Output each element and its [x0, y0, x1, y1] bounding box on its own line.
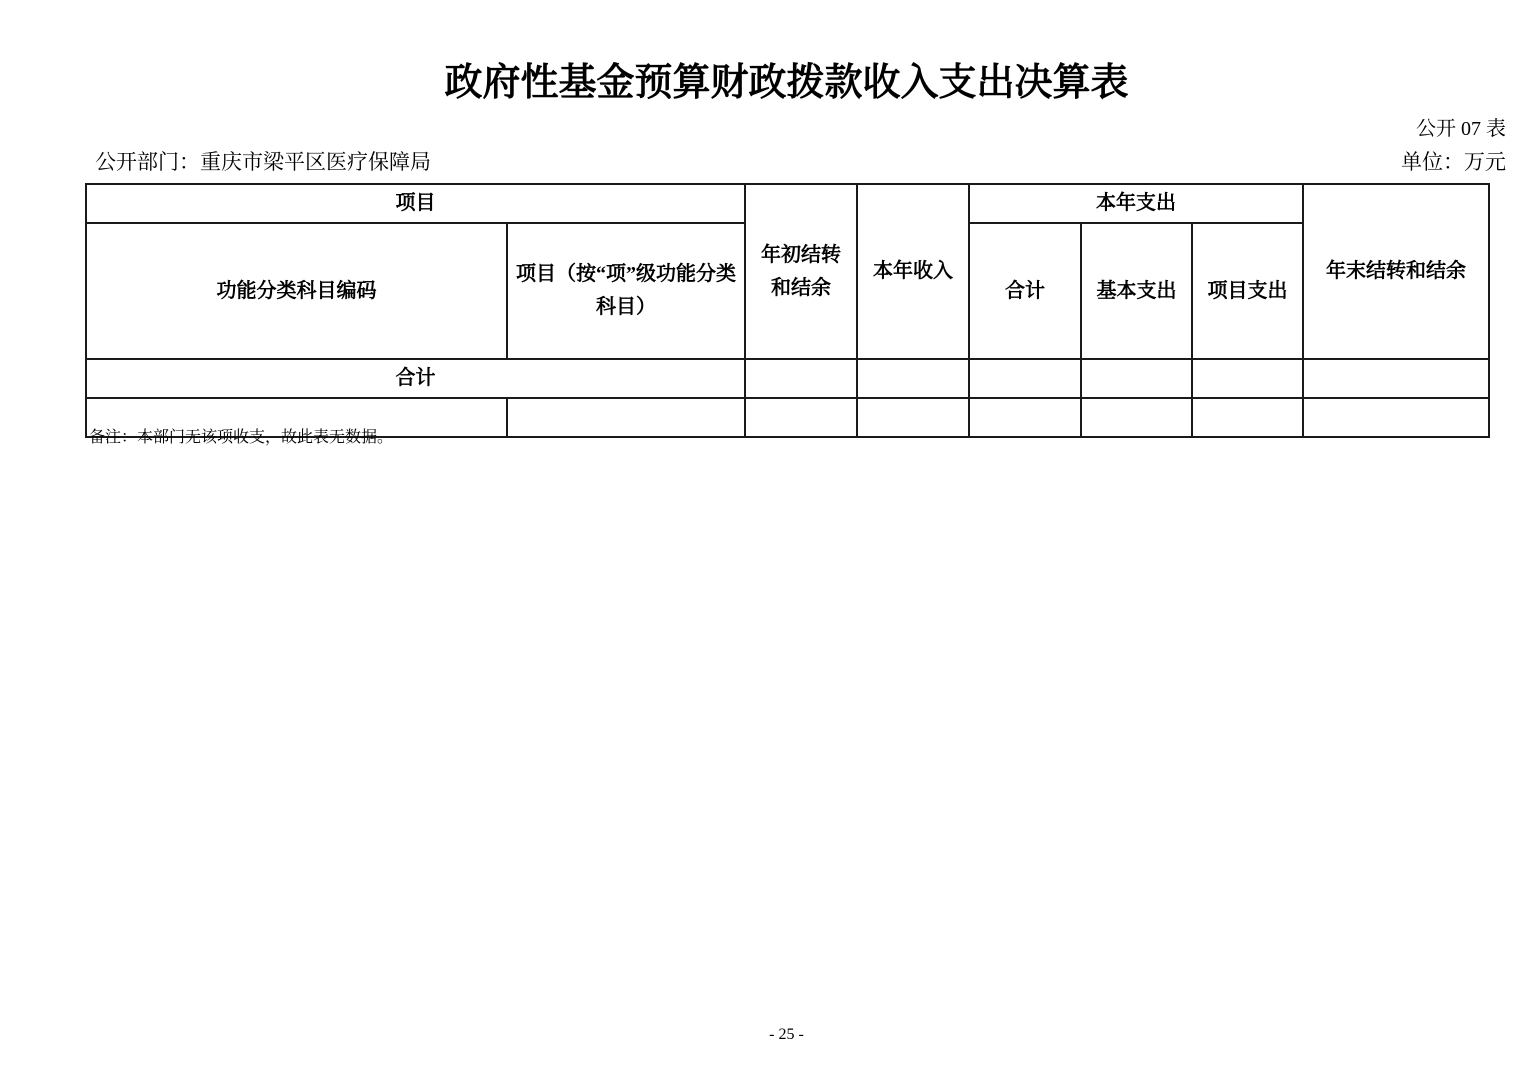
header-cell-end-balance: 年末结转和结余 — [1303, 184, 1489, 359]
table-code-label: 公开 07 表 — [1416, 118, 1506, 140]
empty-cell-end-balance — [1303, 398, 1489, 437]
empty-cell-project-item — [507, 398, 745, 437]
meta-line — [85, 148, 1506, 176]
header-cell-expense-total: 合计 — [969, 223, 1081, 359]
header-cell-year-income: 本年收入 — [857, 184, 969, 359]
empty-cell-expense-total — [969, 398, 1081, 437]
unit-label: 单位：万元 — [1401, 150, 1506, 174]
document-content — [85, 0, 1506, 1074]
page-number: - 25 - — [769, 1026, 804, 1043]
department-label: 公开部门：重庆市梁平区医疗保障局 — [95, 150, 431, 174]
header-cell-project-group: 项目 — [86, 184, 745, 223]
total-cell-year-income — [857, 359, 969, 398]
note-text: 备注：本部门无该项收支，故此表无数据。 — [89, 429, 394, 446]
header-cell-project-expense: 项目支出 — [1192, 223, 1303, 359]
header-cell-year-expense-group: 本年支出 — [969, 184, 1303, 223]
empty-cell-begin-balance — [745, 398, 857, 437]
total-row-label: 合计 — [86, 359, 745, 398]
header-cell-project-item: 项目（按“项”级功能分类科目） — [507, 223, 745, 359]
total-cell-basic-expense — [1081, 359, 1192, 398]
page-title: 政府性基金预算财政拨款收入支出决算表 — [444, 62, 1129, 104]
empty-cell-project-expense — [1192, 398, 1303, 437]
header-cell-basic-expense: 基本支出 — [1081, 223, 1192, 359]
table-header-row-1 — [86, 184, 1489, 223]
total-cell-begin-balance — [745, 359, 857, 398]
total-cell-expense-total — [969, 359, 1081, 398]
budget-table — [85, 183, 1490, 438]
empty-cell-basic-expense — [1081, 398, 1192, 437]
table-total-row — [86, 359, 1489, 398]
header-cell-begin-balance: 年初结转和结余 — [745, 184, 857, 359]
empty-cell-year-income — [857, 398, 969, 437]
total-cell-end-balance — [1303, 359, 1489, 398]
header-cell-func-code: 功能分类科目编码 — [86, 223, 507, 359]
total-cell-project-expense — [1192, 359, 1303, 398]
